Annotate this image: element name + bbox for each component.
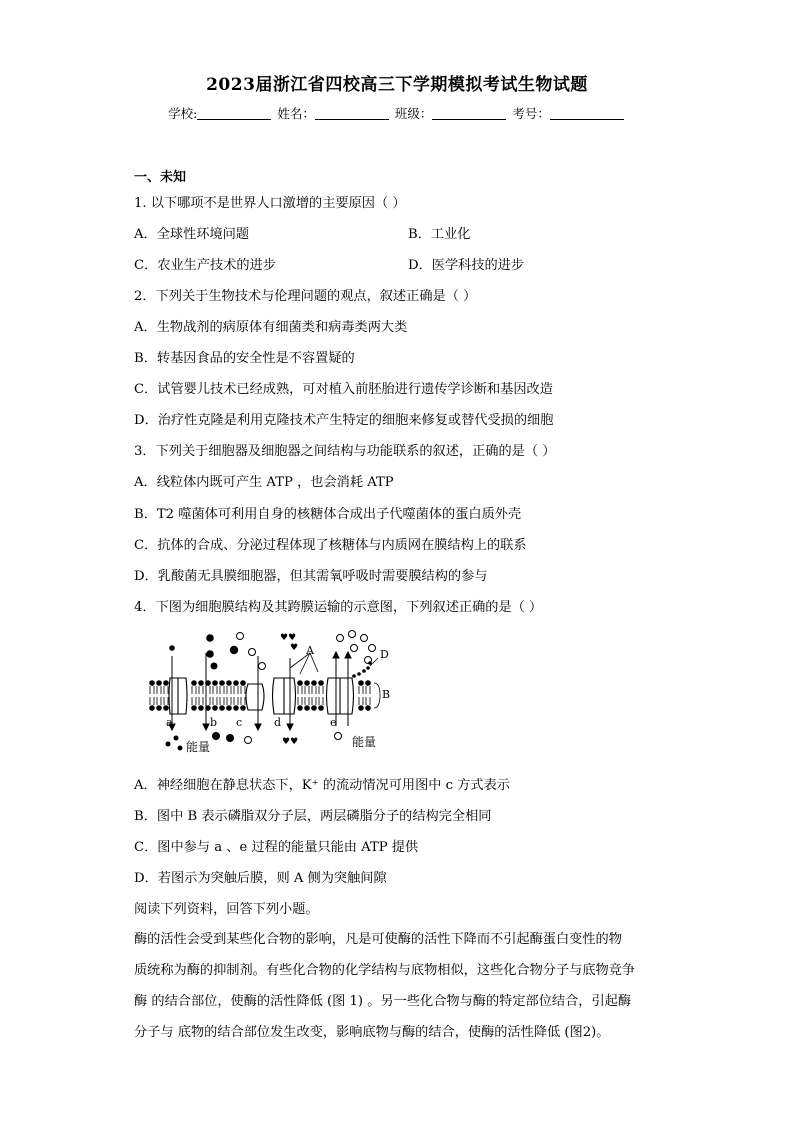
question-3-option-c: C．抗体的合成、分泌过程体现了核糖体与内质网在膜结构上的联系 [134, 538, 527, 553]
reading-intro: 阅读下列资料，回答下列小题。 [134, 902, 319, 917]
school-label: 学校: [168, 106, 198, 121]
number-blank[interactable] [550, 107, 624, 120]
reading-line-4: 分子与 底物的结合部位发生改变，影响底物与酶的结合，使酶的活性降低 (图2)。 [134, 1025, 610, 1040]
label-B: B [382, 688, 390, 701]
question-4-option-c: C．图中参与 a 、e 过程的能量只能由 ATP 提供 [134, 840, 419, 855]
question-2-option-a: A．生物战剂的病原体有细菌类和病毒类两大类 [134, 320, 408, 335]
question-3-option-b: B．T2 噬菌体可利用自身的核糖体合成出子代噬菌体的蛋白质外壳 [134, 507, 522, 522]
label-D: D [380, 648, 389, 661]
question-1-option-b: B．工业化 [408, 227, 471, 242]
school-blank[interactable] [197, 107, 271, 120]
question-2-option-b: B．转基因食品的安全性是不容置疑的 [134, 351, 355, 366]
question-1-option-d: D．医学科技的进步 [408, 258, 525, 273]
name-blank[interactable] [315, 107, 389, 120]
reading-line-1: 酶的活性会受到某些化合物的影响，凡是可使酶的活性下降而不引起酶蛋白变性的物 [134, 932, 622, 947]
label-e: e [330, 716, 337, 729]
svg-text:♥♥: ♥♥ [280, 633, 297, 643]
cell-membrane-figure [140, 628, 390, 753]
section-heading: 一、未知 [134, 170, 187, 185]
question-2-stem: 2．下列关于生物技术与伦理问题的观点，叙述正确是（ ） [134, 289, 477, 304]
label-d: d [274, 716, 282, 729]
reading-passage [134, 924, 666, 1048]
question-3-stem: 3．下列关于细胞器及细胞器之间结构与功能联系的叙述，正确的是（ ） [134, 444, 556, 459]
question-4-option-d: D．若图示为突触后膜，则 A 侧为突触间隙 [134, 871, 387, 886]
student-info-line [0, 104, 794, 122]
reading-line-3: 酶 的结合部位，使酶的活性降低 (图 1) 。另一些化合物与酶的特定部位结合，引起酶 [134, 994, 632, 1009]
energy-label-right: 能量 [352, 735, 377, 749]
question-3-option-a: A．线粒体内既可产生 ATP ，也会消耗 ATP [134, 475, 394, 490]
label-A: A [306, 644, 314, 657]
question-2-option-d: D．治疗性克隆是利用克隆技术产生特定的细胞来修复或替代受损的细胞 [134, 413, 554, 428]
question-1-option-a: A．全球性环境问题 [134, 227, 250, 242]
question-2-option-c: C．试管婴儿技术已经成熟，可对植入前胚胎进行遗传学诊断和基因改造 [134, 382, 553, 397]
label-a: a [166, 716, 173, 729]
exam-title: 2023届浙江省四校高三下学期模拟考试生物试题 [206, 75, 588, 95]
energy-label-left: 能量 [186, 740, 211, 753]
question-4-option-a: A．神经细胞在静息状态下，K⁺ 的流动情况可用图中 c 方式表示 [134, 778, 510, 793]
question-4-stem: 4．下图为细胞膜结构及其跨膜运输的示意图，下列叙述正确的是（ ） [134, 600, 543, 615]
glycoprotein-d [352, 661, 372, 678]
question-1-stem: 1. 以下哪项不是世界人口激增的主要原因（ ） [134, 196, 406, 211]
label-c: c [236, 716, 243, 729]
svg-text:♥: ♥ [290, 643, 299, 653]
reading-line-2: 质统称为酶的抑制剂。有些化合物的化学结构与底物相似，这些化合物分子与底物竞争 [134, 963, 636, 978]
class-label: 班级： [394, 106, 433, 121]
svg-text:♥♥: ♥♥ [282, 737, 299, 747]
class-blank[interactable] [432, 107, 506, 120]
label-b: b [210, 716, 218, 729]
question-4-option-b: B．图中 B 表示磷脂双分子层，两层磷脂分子的结构完全相同 [134, 809, 492, 824]
question-1-option-c: C．农业生产技术的进步 [134, 258, 276, 273]
number-label: 考号： [512, 106, 550, 121]
name-label: 姓名： [277, 106, 315, 121]
question-3-option-d: D．乳酸菌无具膜细胞器，但其需氧呼吸时需要膜结构的参与 [134, 569, 488, 584]
